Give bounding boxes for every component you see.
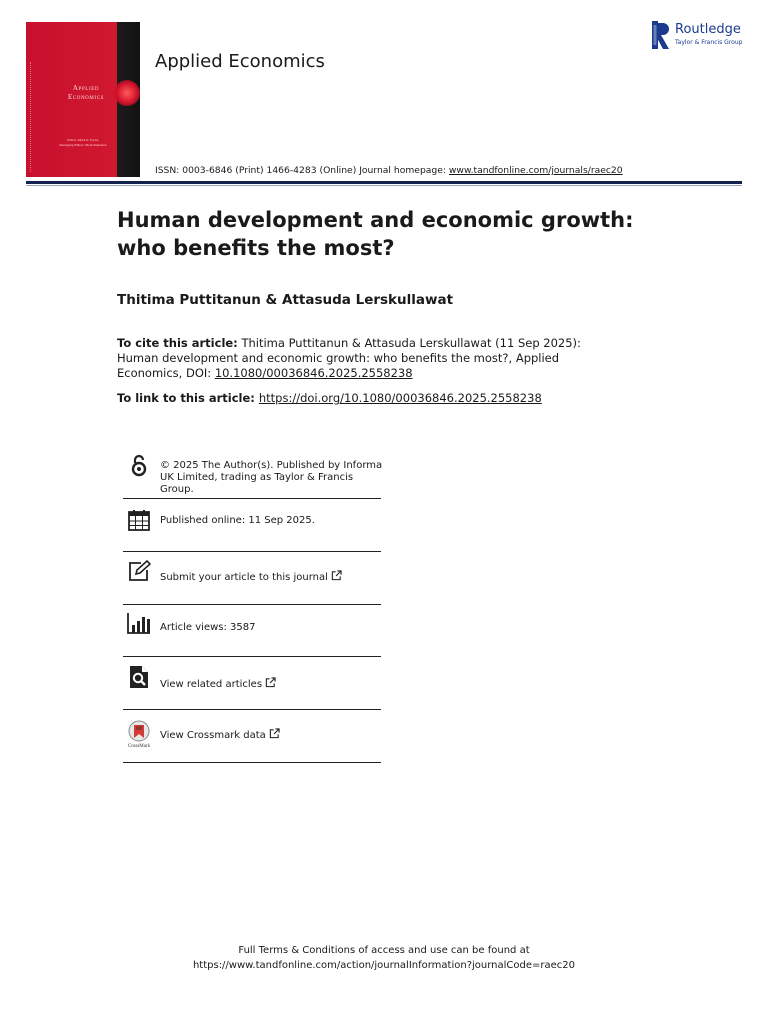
submit-row[interactable] (123, 552, 381, 605)
terms-line-1: Full Terms & Conditions of access and use can be found at (238, 945, 530, 956)
cover-editors (48, 138, 118, 148)
published-row (123, 499, 381, 552)
publisher-name: Routledge (675, 22, 741, 37)
open-access-icon (127, 454, 151, 478)
submit-article-link[interactable] (160, 570, 342, 584)
related-row[interactable] (123, 657, 381, 710)
external-link-icon (331, 570, 342, 581)
publisher-logo[interactable] (652, 21, 752, 51)
routledge-r-icon (652, 21, 670, 49)
article-doi-link[interactable]: https://doi.org/10.1080/00036846.2025.2558238 (258, 391, 542, 405)
crossmark-data-label: View Crossmark data (160, 730, 266, 741)
cover-editors-line-2: Managing Editor: Mark Ramsden (59, 143, 107, 147)
cover-title-line-1: Applied (72, 84, 100, 92)
related-articles-label: View related articles (160, 679, 263, 690)
document-search-icon (127, 665, 151, 689)
calendar-icon (127, 508, 151, 532)
article-title: Human development and economic growth: who benefits the most? (117, 208, 634, 260)
external-link-icon (265, 677, 276, 688)
crossmark-logo-text: CrossMark (127, 744, 151, 749)
related-articles-link[interactable] (160, 677, 276, 691)
published-date-text: Published online: 11 Sep 2025. (160, 515, 315, 526)
crossmark-row[interactable] (123, 710, 381, 763)
license-text: © 2025 The Author(s). Published by Informa UK Limited, trading as Taylor & Francis Group. (160, 460, 383, 495)
article-info-list (123, 448, 381, 763)
header-divider-thin (26, 185, 742, 186)
article-link-line (117, 391, 542, 405)
bar-chart-icon (127, 611, 151, 635)
issn-text: ISSN: 0003-6846 (Print) 1466-4283 (Online) Journal homepage: (155, 165, 449, 176)
cover-editors-line-1: Editor: Mark P. Taylor (67, 138, 99, 142)
cover-glow-decoration (114, 80, 140, 106)
journal-homepage-link[interactable]: www.tandfonline.com/journals/raec20 (448, 165, 623, 176)
cite-text: Thitima Puttitanun & Attasuda Lerskullawat (11 Sep 2025): Human development and economic growth: who benefits the most?, Applied Economics, DOI: (117, 336, 581, 380)
citation-block (117, 336, 617, 381)
cover-journal-title (56, 84, 116, 102)
journal-cover-image (26, 22, 140, 177)
header-divider (26, 181, 742, 184)
journal-title: Applied Economics (155, 51, 325, 72)
views-row (123, 605, 381, 657)
link-label: To link to this article: (117, 391, 255, 405)
cover-spine-decoration (30, 62, 34, 172)
submit-article-label: Submit your article to this journal (160, 572, 328, 583)
article-authors: Thitima Puttitanun & Attasuda Lerskullawat (117, 292, 454, 308)
license-row[interactable] (123, 448, 381, 499)
terms-url[interactable]: https://www.tandfonline.com/action/journalInformation?journalCode=raec20 (192, 960, 576, 971)
terms-footer (0, 943, 768, 973)
issn-line (155, 165, 623, 176)
external-link-icon (269, 728, 280, 739)
cover-title-line-2: Economics (67, 93, 105, 101)
cite-doi-link[interactable]: 10.1080/00036846.2025.2558238 (214, 366, 413, 380)
crossmark-icon (127, 720, 151, 748)
crossmark-badge (127, 720, 151, 742)
crossmark-data-link[interactable] (160, 728, 280, 742)
publisher-subtitle: Taylor & Francis Group (675, 39, 743, 46)
cite-label: To cite this article: (117, 336, 238, 350)
edit-pencil-icon (127, 559, 151, 583)
article-views-text: Article views: 3587 (160, 622, 256, 633)
